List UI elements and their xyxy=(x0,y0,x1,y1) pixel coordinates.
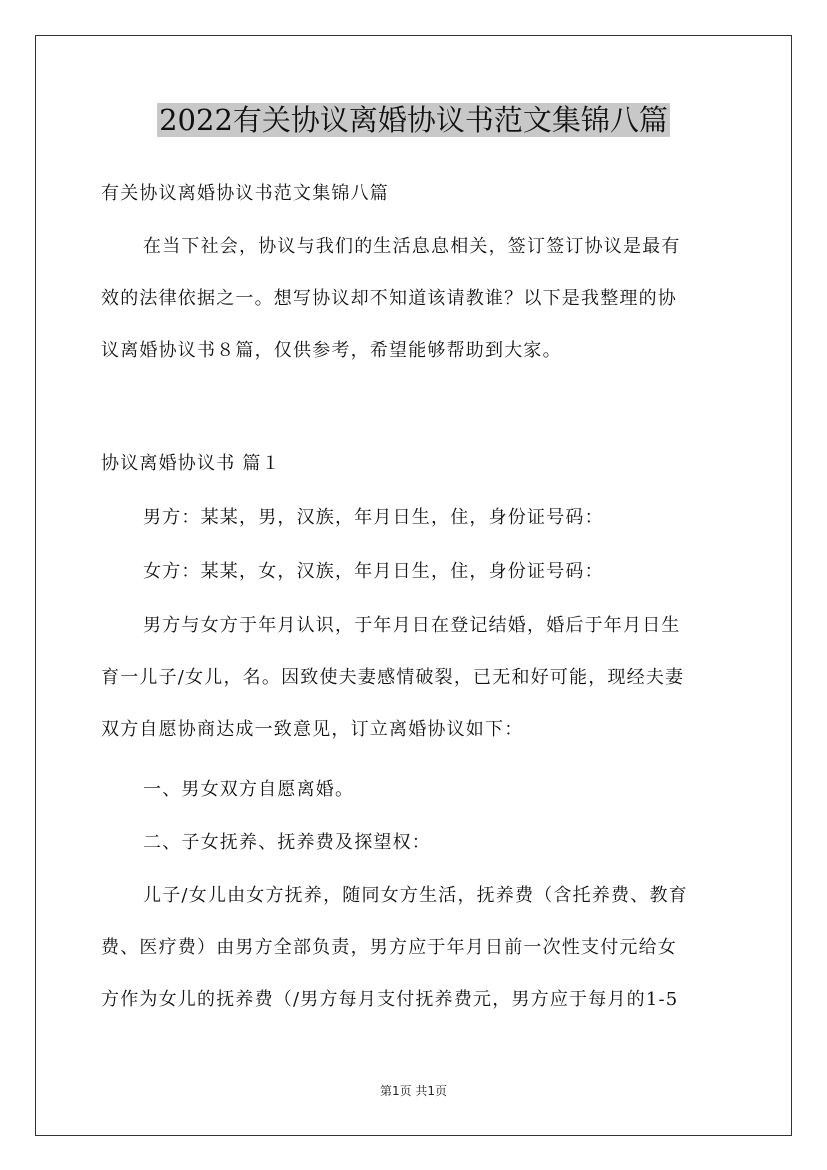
custody-paragraph xyxy=(101,870,727,1026)
clause-2: 二、子女抚养、抚养费及探望权： xyxy=(143,832,431,853)
intro-line: 议离婚协议书８篇，仅供参考，希望能够帮助到大家。 xyxy=(101,340,562,361)
document-title-text: 2022有关协议离婚协议书范文集锦八篇 xyxy=(159,103,668,137)
custody-line: 儿子/女儿由女方抚养，随同女方生活，抚养费（含托养费、教育 xyxy=(143,885,688,906)
section-heading: 协议离婚协议书 篇１ xyxy=(101,453,281,474)
male-party-line: 男方：某某，男，汉族，年月日生，住，身份证号码： xyxy=(143,507,604,528)
subtitle: 有关协议离婚协议书范文集锦八篇 xyxy=(101,183,389,204)
intro-paragraph xyxy=(101,221,727,377)
marriage-line: 育一儿子/女儿，名。因致使夫妻感情破裂，已无和好可能，现经夫妻 xyxy=(101,667,685,688)
intro-line: 效的法律依据之一。想写协议却不知道该请教谁？以下是我整理的协 xyxy=(101,288,677,309)
female-party-line: 女方：某某，女，汉族，年月日生，住，身份证号码： xyxy=(143,561,604,582)
marriage-line: 男方与女方于年月认识，于年月日在登记结婚，婚后于年月日生 xyxy=(143,615,681,636)
document-title xyxy=(0,98,827,142)
marriage-paragraph xyxy=(101,600,727,756)
intro-line: 在当下社会，协议与我们的生活息息相关，签订签订协议是最有 xyxy=(143,236,681,257)
custody-line: 方作为女儿的抚养费（/男方每月支付抚养费元，男方应于每月的1-5 xyxy=(101,989,679,1010)
page-footer: 第1页 共1页 xyxy=(379,1084,448,1098)
custody-line: 费、医疗费）由男方全部负责，男方应于年月日前一次性支付元给女 xyxy=(101,937,677,958)
clause-1: 一、男女双方自愿离婚。 xyxy=(143,779,355,800)
marriage-line: 双方自愿协商达成一致意见，订立离婚协议如下： xyxy=(101,719,524,740)
